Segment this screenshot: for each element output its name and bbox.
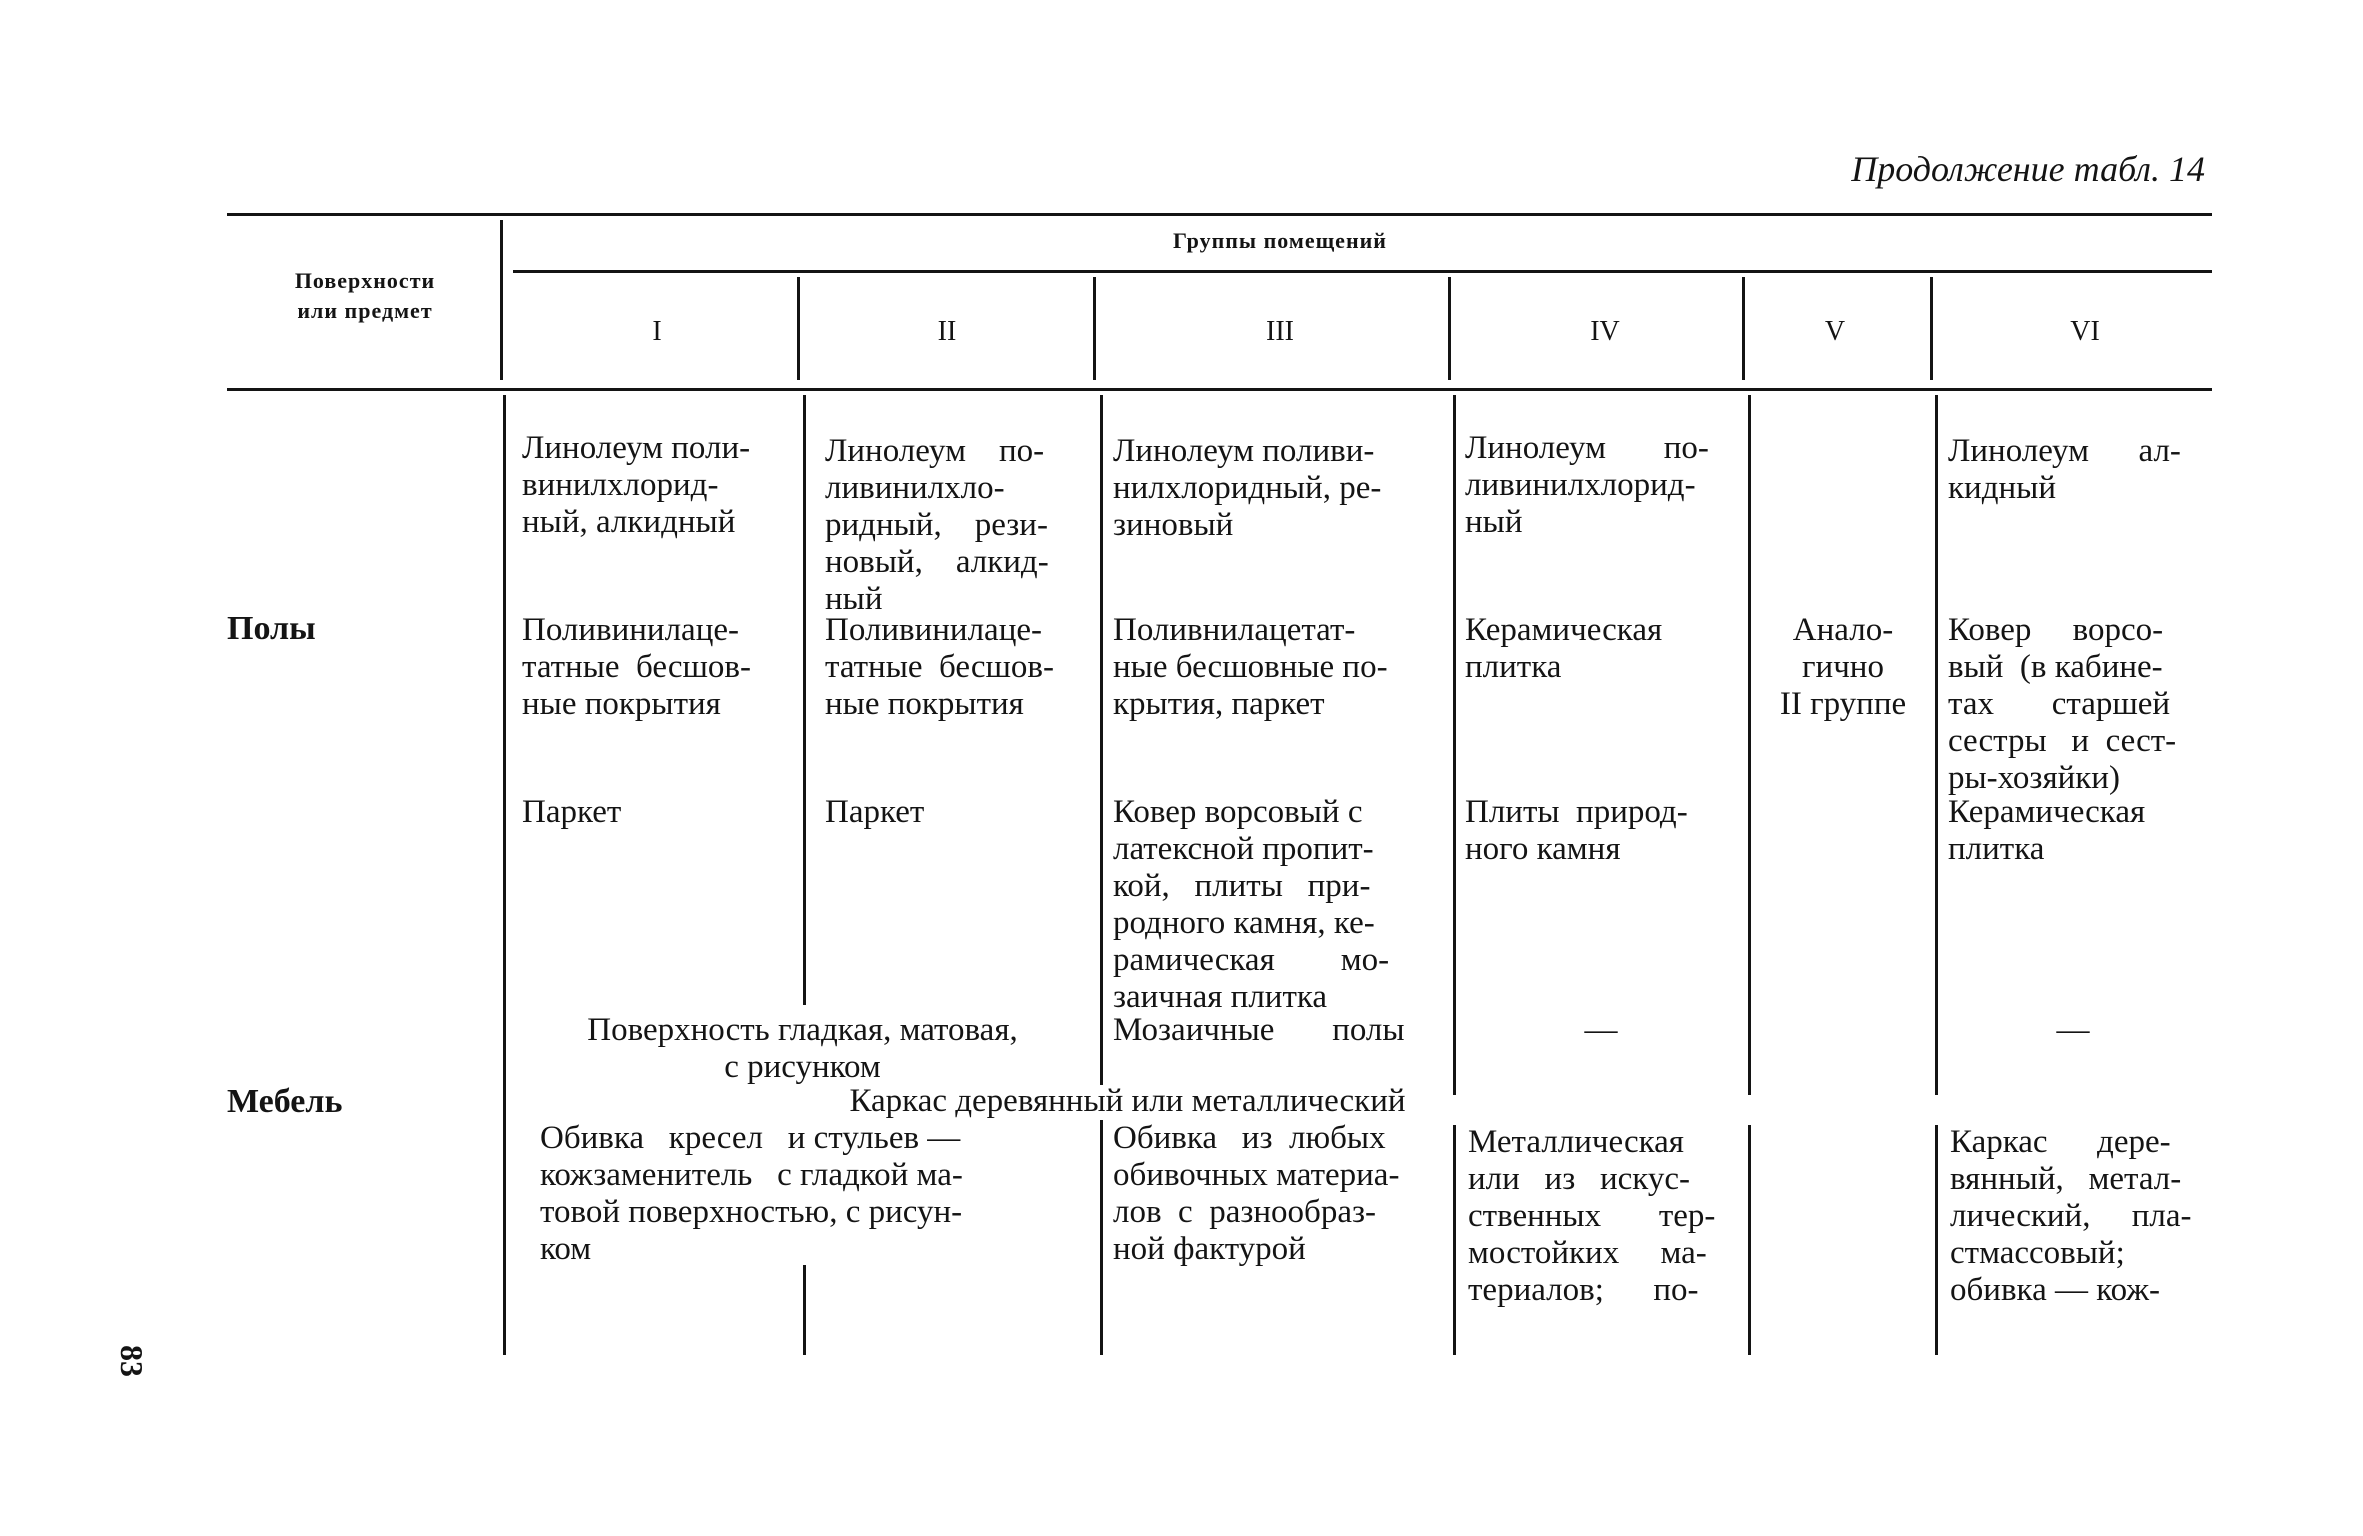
cell-floor-linoleum-g4: Линолеум по- ливинилхлорид- ный [1465, 430, 1709, 540]
cell-furniture-metal-g4: Металлическая или из искус- ственных тер- мостойких ма- териалов; по- [1468, 1124, 1716, 1308]
first-column-header [245, 266, 485, 326]
body-divider-0 [503, 395, 506, 1355]
body-divider-2 [1100, 395, 1103, 1085]
cell-floor-mosaic-g3: Мозаичные полы [1113, 1012, 1405, 1048]
page-number: 83 [114, 1345, 150, 1377]
cell-floor-carpet-g6: Ковер ворсо- вый (в кабине- тах старшей сестры и сест- ры-хозяйки) [1948, 612, 2177, 796]
column-header-II: II [937, 316, 957, 347]
body-divider-5b [1935, 1125, 1938, 1355]
body-divider-1 [803, 395, 806, 1005]
table-caption: Продолжение табл. 14 [1851, 149, 2205, 189]
body-divider-4b [1748, 1125, 1751, 1355]
header-bottom-rule [227, 388, 2212, 391]
cell-floor-dash-g4: — [1584, 1012, 1618, 1048]
header-divider-4 [1742, 277, 1745, 380]
header-divider-2 [1093, 277, 1096, 380]
cell-floor-linoleum-g1: Линолеум поли- винилхлорид- ный, алкидный [522, 430, 751, 540]
cell-floor-parquet-g1: Паркет [522, 794, 622, 830]
cell-floor-ceramic-g4: Керамическая плитка [1465, 612, 1663, 685]
cell-floor-pva-g1: Поливинилаце- татные бесшов- ные покрытия [522, 612, 751, 722]
body-divider-5 [1935, 395, 1938, 1095]
body-divider-1b [803, 1265, 806, 1355]
cell-floor-surface-g1-2: Поверхность гладкая, матовая, с рисунком [587, 1012, 1018, 1085]
column-header-III: III [1266, 316, 1294, 347]
cell-furniture-upholstery-g1-2: Обивка кресел и стульев — кожзаменитель с гладкой ма- товой поверхностью, с рисун- ком [540, 1120, 963, 1267]
header-divider-3 [1448, 277, 1451, 380]
cell-floor-same-as-g2: Анало- гично II группе [1779, 612, 1907, 722]
column-header-I: I [652, 316, 662, 347]
row-label-furniture: Мебель [227, 1083, 343, 1120]
cell-furniture-frame: Каркас деревянный или металлический [849, 1083, 1406, 1119]
body-divider-3 [1453, 395, 1456, 1095]
cell-floor-ceramic-g6: Керамическая плитка [1948, 794, 2146, 867]
cell-floor-stone-g4: Плиты природ- ного камня [1465, 794, 1688, 867]
cell-floor-linoleum-g3: Линолеум поливи- нилхлоридный, ре- зиновый [1113, 433, 1382, 543]
cell-floor-linoleum-g6: Линолеум ал- кидный [1948, 433, 2181, 506]
table-top-rule [227, 213, 2212, 216]
row-label-floors: Полы [227, 610, 316, 647]
body-divider-3b [1453, 1125, 1456, 1355]
cell-furniture-upholstery-g3: Обивка из любых обивочных материа- лов с разнообраз- ной фактурой [1113, 1120, 1400, 1267]
body-divider-2b [1100, 1120, 1103, 1355]
first-column-header-line1: Поверхности [294, 268, 436, 293]
column-header-IV: IV [1590, 316, 1620, 347]
cell-floor-carpet-g3: Ковер ворсовый с латексной пропит- кой, плиты при- родного камня, ке- рамическая мо- заичная плитка [1113, 794, 1390, 1015]
header-divider-1 [797, 277, 800, 380]
cell-furniture-frame-g6: Каркас дере- вянный, метал- лический, пла- стмассовый; обивка — кож- [1950, 1124, 2192, 1308]
groups-underline [513, 270, 2212, 273]
cell-floor-linoleum-g2: Линолеум по- ливинилхло- ридный, рези- новый, алкид- ный [825, 433, 1049, 617]
cell-floor-pva-g2: Поливинилаце- татные бесшов- ные покрытия [825, 612, 1054, 722]
header-divider-5 [1930, 277, 1933, 380]
body-divider-4 [1748, 395, 1751, 1095]
column-header-V: V [1824, 316, 1846, 347]
cell-floor-dash-g6: — [2056, 1012, 2090, 1048]
header-divider-0 [500, 220, 503, 380]
cell-floor-pva-g3: Поливнилацетат- ные бесшовные по- крытия, паркет [1113, 612, 1388, 722]
column-header-VI: VI [2070, 316, 2100, 347]
groups-title: Группы помещений [1173, 228, 1387, 253]
cell-floor-parquet-g2: Паркет [825, 794, 925, 830]
first-column-header-line2: или предмет [297, 298, 433, 323]
